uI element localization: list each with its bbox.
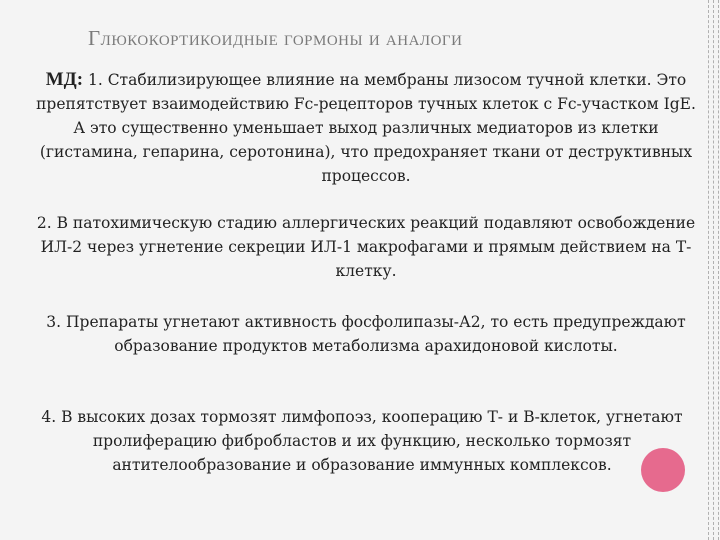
decorative-circle [641, 448, 685, 492]
paragraph-1 [36, 68, 696, 188]
paragraph-3: 3. Препараты угнетают активность фосфолипазы-А2, то есть предупреждают образование продуктов метаболизма арахидоновой кислоты. [46, 313, 686, 355]
paragraph-1-text: 1. Стабилизирующее влияние на мембраны лизосом тучной клетки. Это препятствует взаимодействию Fc-рецепторов тучных клеток с Fc-участком IgE. А это существенно уменьшает выход различных медиаторов из клетки (гистамина, гепарина, серотонина), что предохраняет ткани от деструктивных процессов. [36, 71, 696, 185]
border-line [713, 0, 714, 540]
slide-title: Глюкокортикоидные гормоны и аналоги [88, 26, 463, 50]
paragraph-2: 2. В патохимическую стадию аллергических реакций подавляют освобождение ИЛ-2 через угнетение секреции ИЛ-1 макрофагами и прямым действием на Т-клетку. [36, 214, 696, 280]
paragraph-1-lead: МД: [45, 69, 84, 90]
border-line [718, 0, 719, 540]
border-line [708, 0, 709, 540]
paragraph-4: 4. В высоких дозах тормозят лимфопоэз, кооперацию Т- и В-клеток, угнетают пролиферацию фибробластов и их функцию, несколько тормозят антителообразование и образование иммунных комплексов. [41, 408, 683, 474]
right-edge-border [706, 0, 720, 540]
